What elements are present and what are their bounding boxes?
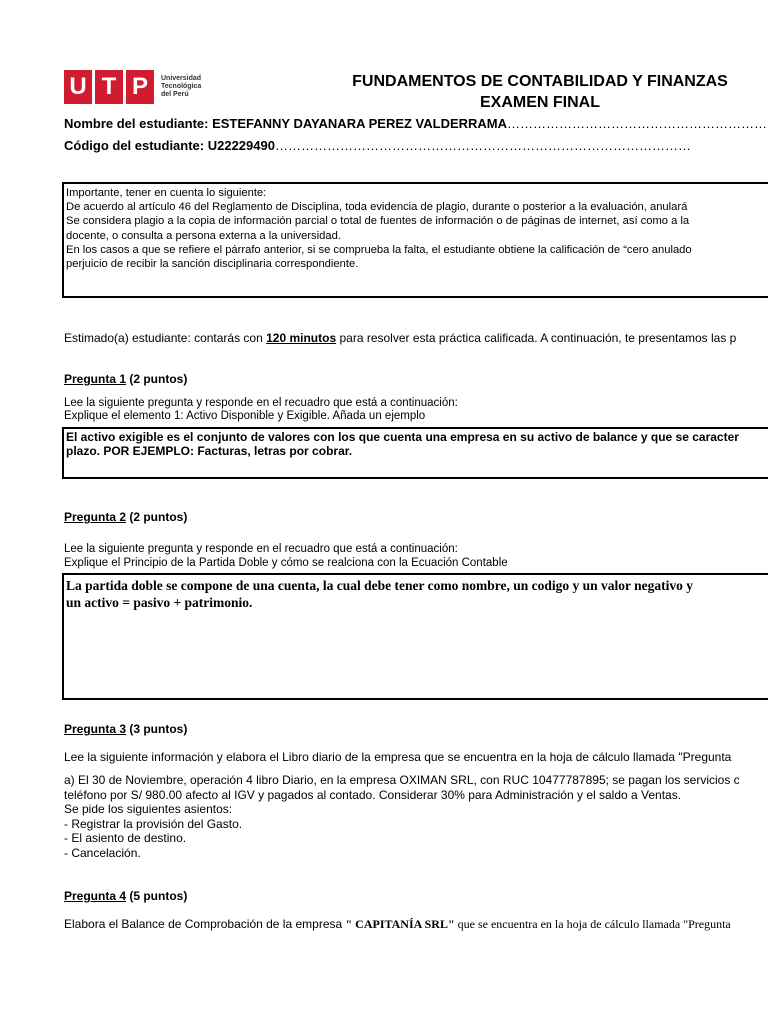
question-2-points: (2 puntos) xyxy=(126,510,188,524)
question-4-points: (5 puntos) xyxy=(126,889,188,903)
question-1-answer-box[interactable] xyxy=(62,427,768,479)
question-1-title: Pregunta 1 xyxy=(64,372,127,386)
case-item: - Cancelación. xyxy=(64,845,141,860)
student-name-label: Nombre del estudiante: ESTEFANNY DAYANARA PEREZ VALDERRAMA xyxy=(64,116,508,131)
student-name-field xyxy=(64,116,767,131)
question-2-instruction: Lee la siguiente pregunta y responde en el recuadro que está a continuación: xyxy=(64,543,458,555)
student-code-field xyxy=(64,138,691,153)
question-4-heading xyxy=(64,889,187,903)
question-1-prompt: Explique el elemento 1: Activo Disponible y Exigible. Añada un ejemplo xyxy=(64,410,426,422)
question-1-heading xyxy=(64,372,187,386)
question-2-prompt: Explique el Principio de la Partida Doble y cómo se realciona con la Ecuación Contable xyxy=(64,557,508,569)
case-line: Se pide los siguientes asientos: xyxy=(64,802,233,816)
notice-line: De acuerdo al artículo 46 del Reglamento de Disciplina, toda evidencia de plagio, durante o posterior a la evaluación, anulará xyxy=(66,201,688,214)
question-2-heading xyxy=(64,510,187,524)
logo-letter-t: T xyxy=(95,70,123,104)
plagiarism-notice xyxy=(62,182,768,298)
exam-title-line2: EXAMEN FINAL xyxy=(480,94,600,111)
notice-line: Se considera plagio a la copia de información parcial o total de fuentes de información o de páginas de internet, así como a la xyxy=(66,215,690,228)
logo-institution-line: Universidad xyxy=(161,75,202,82)
student-name-dots: …………………………………………………… xyxy=(507,116,768,131)
student-code-dots: …………………………………………………………………………………… xyxy=(274,138,691,153)
exam-intro xyxy=(64,331,736,345)
question-3-instruction: Lee la siguiente información y elabora el Libro diario de la empresa que se encuentra en la hoja de cálculo llamada "Pregunta xyxy=(64,750,732,764)
exam-title-line1: FUNDAMENTOS DE CONTABILIDAD Y FINANZAS xyxy=(352,73,728,90)
logo-institution xyxy=(161,75,201,99)
question-3-title: Pregunta 3 xyxy=(64,722,127,736)
intro-text-rest: para resolver esta práctica calificada. A continuación, te presentamos las p xyxy=(336,331,737,345)
logo-letter-p: P xyxy=(126,70,154,104)
answer-line: El activo exigible es el conjunto de valores con los que cuenta una empresa en su activo de balance y que se caracter xyxy=(66,430,739,444)
q4-text-rest: que se encuentra en la hoja de cálculo llamada "Pregunta xyxy=(454,917,731,931)
logo-institution-line: Tecnológica xyxy=(161,83,202,90)
notice-line: perjuicio de recibir la sanción disciplinaria correspondiente. xyxy=(66,258,359,271)
notice-line: En los casos a que se refiere el párrafo anterior, si se comprueba la falta, el estudiante obtiene la calificación de “cero anulado xyxy=(66,243,692,256)
notice-line: Importante, tener en cuenta lo siguiente: xyxy=(66,187,267,199)
notice-line: docente, o consulta a persona externa a la universidad. xyxy=(66,229,341,242)
logo-institution-line: del Perú xyxy=(161,91,189,98)
case-item: - Registrar la provisión del Gasto. xyxy=(64,816,243,831)
case-line: teléfono por S/ 980.00 afecto al IGV y pagados al contado. Considerar 30% para Administración y el saldo a Ventas. xyxy=(64,787,682,802)
question-1-instruction: Lee la siguiente pregunta y responde en el recuadro que está a continuación: xyxy=(64,397,458,409)
student-code-label: Código del estudiante: U22229490 xyxy=(64,138,275,153)
question-3-points: (3 puntos) xyxy=(126,722,188,736)
question-2-answer-box[interactable] xyxy=(62,573,768,700)
q4-text: Elabora el Balance de Comprobación de la empresa xyxy=(64,917,346,931)
question-3-case xyxy=(64,773,740,860)
utp-logo xyxy=(64,70,201,104)
answer-line: un activo = pasivo + patrimonio. xyxy=(66,595,253,610)
question-1-points: (2 puntos) xyxy=(126,372,188,386)
intro-time: 120 minutos xyxy=(266,331,337,345)
case-line: a) El 30 de Noviembre, operación 4 libro Diario, en la empresa OXIMAN SRL, con RUC 10477787895; se pagan los servicios c xyxy=(64,773,740,787)
question-2-title: Pregunta 2 xyxy=(64,510,127,524)
question-4-title: Pregunta 4 xyxy=(64,889,127,903)
answer-line: plazo. POR EJEMPLO: Facturas, letras por cobrar. xyxy=(66,444,353,458)
intro-text: Estimado(a) estudiante: contarás con xyxy=(64,331,267,345)
logo-letter-u: U xyxy=(64,70,92,104)
q4-company: " CAPITANÍA SRL" xyxy=(345,917,455,931)
case-item: - El asiento de destino. xyxy=(64,831,187,845)
question-4-instruction xyxy=(64,917,731,932)
answer-line: La partida doble se compone de una cuenta, la cual debe tener como nombre, un codigo y un valor negativo y xyxy=(66,578,694,593)
question-3-heading xyxy=(64,722,187,736)
